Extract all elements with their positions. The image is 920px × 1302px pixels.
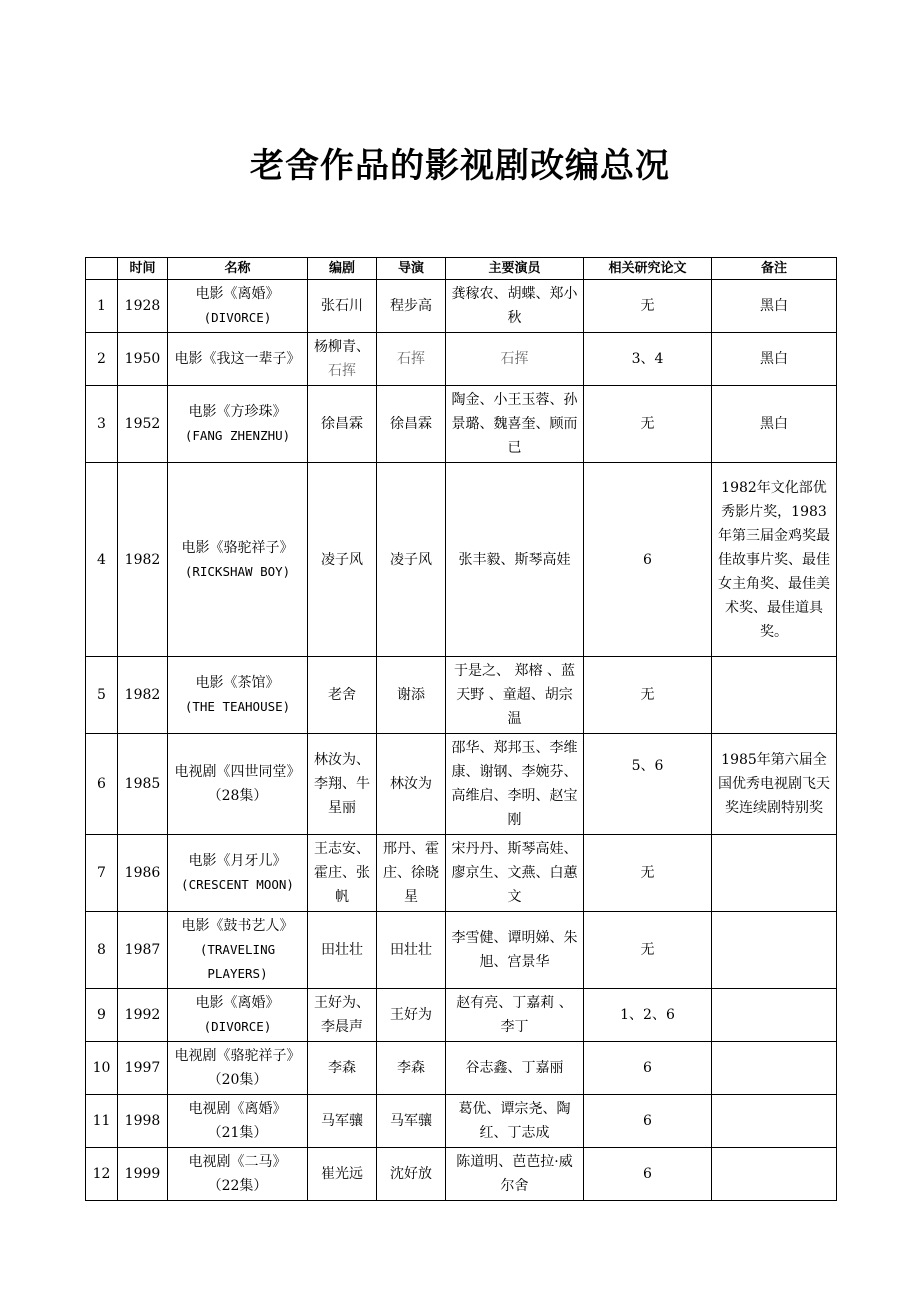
title-zh: 电视剧《离婚》 bbox=[188, 1101, 287, 1117]
title-en: (CRESCENT MOON) bbox=[181, 877, 294, 892]
header-index bbox=[86, 258, 118, 280]
cell-writer: 徐昌霖 bbox=[308, 386, 377, 463]
cell-index: 9 bbox=[86, 989, 118, 1042]
cell-remark: 1985年第六届全国优秀电视剧飞天奖连续剧特别奖 bbox=[712, 734, 837, 835]
cell-year: 1950 bbox=[118, 333, 168, 386]
title-en: （22集） bbox=[207, 1178, 268, 1194]
cell-papers: 1、2、6 bbox=[584, 989, 712, 1042]
cell-year: 1982 bbox=[118, 463, 168, 657]
header-name: 名称 bbox=[168, 258, 308, 280]
title-en: （21集） bbox=[207, 1125, 268, 1141]
table-row bbox=[86, 989, 837, 1042]
cell-director: 沈好放 bbox=[377, 1148, 446, 1201]
cell-year: 1992 bbox=[118, 989, 168, 1042]
cell-name bbox=[168, 1148, 308, 1201]
cell-remark: 黑白 bbox=[712, 386, 837, 463]
cell-remark bbox=[712, 657, 837, 734]
cell-year: 1997 bbox=[118, 1042, 168, 1095]
cell-actors: 于是之、 郑榕 、蓝天野 、童超、胡宗温 bbox=[446, 657, 584, 734]
title-en: (RICKSHAW BOY) bbox=[184, 563, 291, 579]
cell-director: 马军骧 bbox=[377, 1095, 446, 1148]
cell-year: 1982 bbox=[118, 657, 168, 734]
writer-line: 杨柳青、 bbox=[314, 339, 370, 355]
title-zh: 电影《骆驼祥子》 bbox=[181, 539, 294, 556]
cell-director: 徐昌霖 bbox=[377, 386, 446, 463]
cell-index: 5 bbox=[86, 657, 118, 734]
cell-director: 林汝为 bbox=[377, 734, 446, 835]
cell-remark: 黑白 bbox=[712, 280, 837, 333]
cell-year: 1987 bbox=[118, 912, 168, 989]
title-zh: 电影《鼓书艺人》 bbox=[181, 918, 294, 934]
cell-papers: 无 bbox=[584, 912, 712, 989]
cell-actors: 葛优、谭宗尧、陶红、丁志成 bbox=[446, 1095, 584, 1148]
cell-writer: 田壮壮 bbox=[308, 912, 377, 989]
table-row bbox=[86, 463, 837, 657]
header-year: 时间 bbox=[118, 258, 168, 280]
title-zh: 电视剧《四世同堂》 bbox=[174, 764, 301, 780]
cell-papers: 无 bbox=[584, 280, 712, 333]
cell-remark: 1982年文化部优秀影片奖，1983年第三届金鸡奖最佳故事片奖、最佳女主角奖、最佳美术奖、最佳道具奖。 bbox=[712, 463, 837, 657]
cell-name: 电影《我这一辈子》 bbox=[168, 333, 308, 386]
cell-director: 邢丹、霍庄、徐晓星 bbox=[377, 835, 446, 912]
table-row bbox=[86, 734, 837, 835]
writer-line: 石挥 bbox=[328, 363, 356, 379]
cell-director: 李森 bbox=[377, 1042, 446, 1095]
header-director: 导演 bbox=[377, 258, 446, 280]
table-row bbox=[86, 386, 837, 463]
table-header-row bbox=[86, 258, 837, 280]
table-row bbox=[86, 912, 837, 989]
title-en: （20集） bbox=[207, 1072, 268, 1088]
cell-index: 7 bbox=[86, 835, 118, 912]
cell-director: 凌子风 bbox=[377, 463, 446, 657]
cell-remark bbox=[712, 1148, 837, 1201]
page-title: 老舍作品的影视剧改编总况 bbox=[250, 146, 670, 186]
cell-writer: 马军骧 bbox=[308, 1095, 377, 1148]
cell-writer: 林汝为、李翔、牛星丽 bbox=[308, 734, 377, 835]
cell-writer: 王志安、霍庄、张帆 bbox=[308, 835, 377, 912]
cell-actors: 赵有亮、丁嘉莉 、李丁 bbox=[446, 989, 584, 1042]
table-row bbox=[86, 280, 837, 333]
cell-writer bbox=[308, 333, 377, 386]
cell-index: 3 bbox=[86, 386, 118, 463]
cell-name bbox=[168, 386, 308, 463]
cell-index: 2 bbox=[86, 333, 118, 386]
cell-remark bbox=[712, 912, 837, 989]
cell-actors: 邵华、郑邦玉、李维康、谢钢、李婉芬、高维启、李明、赵宝刚 bbox=[446, 734, 584, 835]
table-row bbox=[86, 1095, 837, 1148]
title-en: (DIVORCE) bbox=[203, 310, 272, 325]
cell-index: 6 bbox=[86, 734, 118, 835]
cell-actors: 陶金、小王玉蓉、孙景璐、魏喜奎、顾而已 bbox=[446, 386, 584, 463]
cell-name bbox=[168, 734, 308, 835]
adaptations-table bbox=[85, 257, 837, 1201]
cell-index: 8 bbox=[86, 912, 118, 989]
title-zh: 电视剧《二马》 bbox=[188, 1154, 287, 1170]
cell-year: 1952 bbox=[118, 386, 168, 463]
cell-actors: 石挥 bbox=[446, 333, 584, 386]
cell-papers: 无 bbox=[584, 657, 712, 734]
cell-name bbox=[168, 912, 308, 989]
cell-writer: 张石川 bbox=[308, 280, 377, 333]
cell-name bbox=[168, 1095, 308, 1148]
cell-index: 4 bbox=[86, 463, 118, 657]
cell-remark: 黑白 bbox=[712, 333, 837, 386]
cell-year: 1986 bbox=[118, 835, 168, 912]
cell-remark bbox=[712, 989, 837, 1042]
cell-papers: 6 bbox=[584, 1095, 712, 1148]
cell-index: 11 bbox=[86, 1095, 118, 1148]
title-en: (TRAVELING PLAYERS) bbox=[199, 942, 276, 981]
table-row bbox=[86, 657, 837, 734]
table-row bbox=[86, 1148, 837, 1201]
cell-actors: 李雪健、谭明娣、朱旭、宫景华 bbox=[446, 912, 584, 989]
cell-writer: 老舍 bbox=[308, 657, 377, 734]
table-row bbox=[86, 333, 837, 386]
cell-writer: 崔光远 bbox=[308, 1148, 377, 1201]
cell-name bbox=[168, 463, 308, 657]
cell-writer: 王好为、李晨声 bbox=[308, 989, 377, 1042]
cell-papers: 无 bbox=[584, 835, 712, 912]
title-en: (THE TEAHOUSE) bbox=[184, 699, 291, 714]
title-zh: 电影《茶馆》 bbox=[195, 675, 280, 691]
cell-director: 谢添 bbox=[377, 657, 446, 734]
table-row bbox=[86, 835, 837, 912]
cell-papers: 5、6 bbox=[584, 734, 712, 835]
cell-writer: 李森 bbox=[308, 1042, 377, 1095]
cell-director: 田壮壮 bbox=[377, 912, 446, 989]
header-actors: 主要演员 bbox=[446, 258, 584, 280]
title-en: (FANG ZHENZHU) bbox=[184, 428, 291, 443]
cell-papers: 6 bbox=[584, 1148, 712, 1201]
cell-writer: 凌子风 bbox=[308, 463, 377, 657]
header-papers: 相关研究论文 bbox=[584, 258, 712, 280]
cell-remark bbox=[712, 1042, 837, 1095]
cell-index: 10 bbox=[86, 1042, 118, 1095]
header-remark: 备注 bbox=[712, 258, 837, 280]
table-row bbox=[86, 1042, 837, 1095]
title-en: (DIVORCE) bbox=[203, 1019, 272, 1034]
cell-director: 石挥 bbox=[377, 333, 446, 386]
title-zh: 电影《月牙儿》 bbox=[188, 853, 287, 869]
cell-remark bbox=[712, 835, 837, 912]
cell-papers: 6 bbox=[584, 1042, 712, 1095]
cell-year: 1998 bbox=[118, 1095, 168, 1148]
cell-actors: 宋丹丹、斯琴高娃、廖京生、文燕、白蕙文 bbox=[446, 835, 584, 912]
cell-year: 1999 bbox=[118, 1148, 168, 1201]
cell-actors: 龚稼农、胡蝶、郑小秋 bbox=[446, 280, 584, 333]
cell-director: 王好为 bbox=[377, 989, 446, 1042]
cell-name bbox=[168, 989, 308, 1042]
cell-papers: 无 bbox=[584, 386, 712, 463]
cell-index: 12 bbox=[86, 1148, 118, 1201]
cell-papers: 3、4 bbox=[584, 333, 712, 386]
cell-actors: 陈道明、芭芭拉·威尔舍 bbox=[446, 1148, 584, 1201]
title-zh: 电视剧《骆驼祥子》 bbox=[174, 1048, 301, 1064]
cell-year: 1985 bbox=[118, 734, 168, 835]
title-en: （28集） bbox=[207, 788, 268, 804]
cell-index: 1 bbox=[86, 280, 118, 333]
cell-name bbox=[168, 835, 308, 912]
cell-director: 程步高 bbox=[377, 280, 446, 333]
cell-name bbox=[168, 657, 308, 734]
cell-year: 1928 bbox=[118, 280, 168, 333]
cell-actors: 谷志鑫、丁嘉丽 bbox=[446, 1042, 584, 1095]
cell-name bbox=[168, 1042, 308, 1095]
header-writer: 编剧 bbox=[308, 258, 377, 280]
title-zh: 电影《离婚》 bbox=[195, 995, 280, 1011]
title-zh: 电影《离婚》 bbox=[195, 286, 280, 302]
cell-papers: 6 bbox=[584, 463, 712, 657]
title-zh: 电影《方珍珠》 bbox=[188, 404, 287, 420]
cell-name bbox=[168, 280, 308, 333]
cell-remark bbox=[712, 1095, 837, 1148]
cell-actors: 张丰毅、斯琴高娃 bbox=[446, 463, 584, 657]
